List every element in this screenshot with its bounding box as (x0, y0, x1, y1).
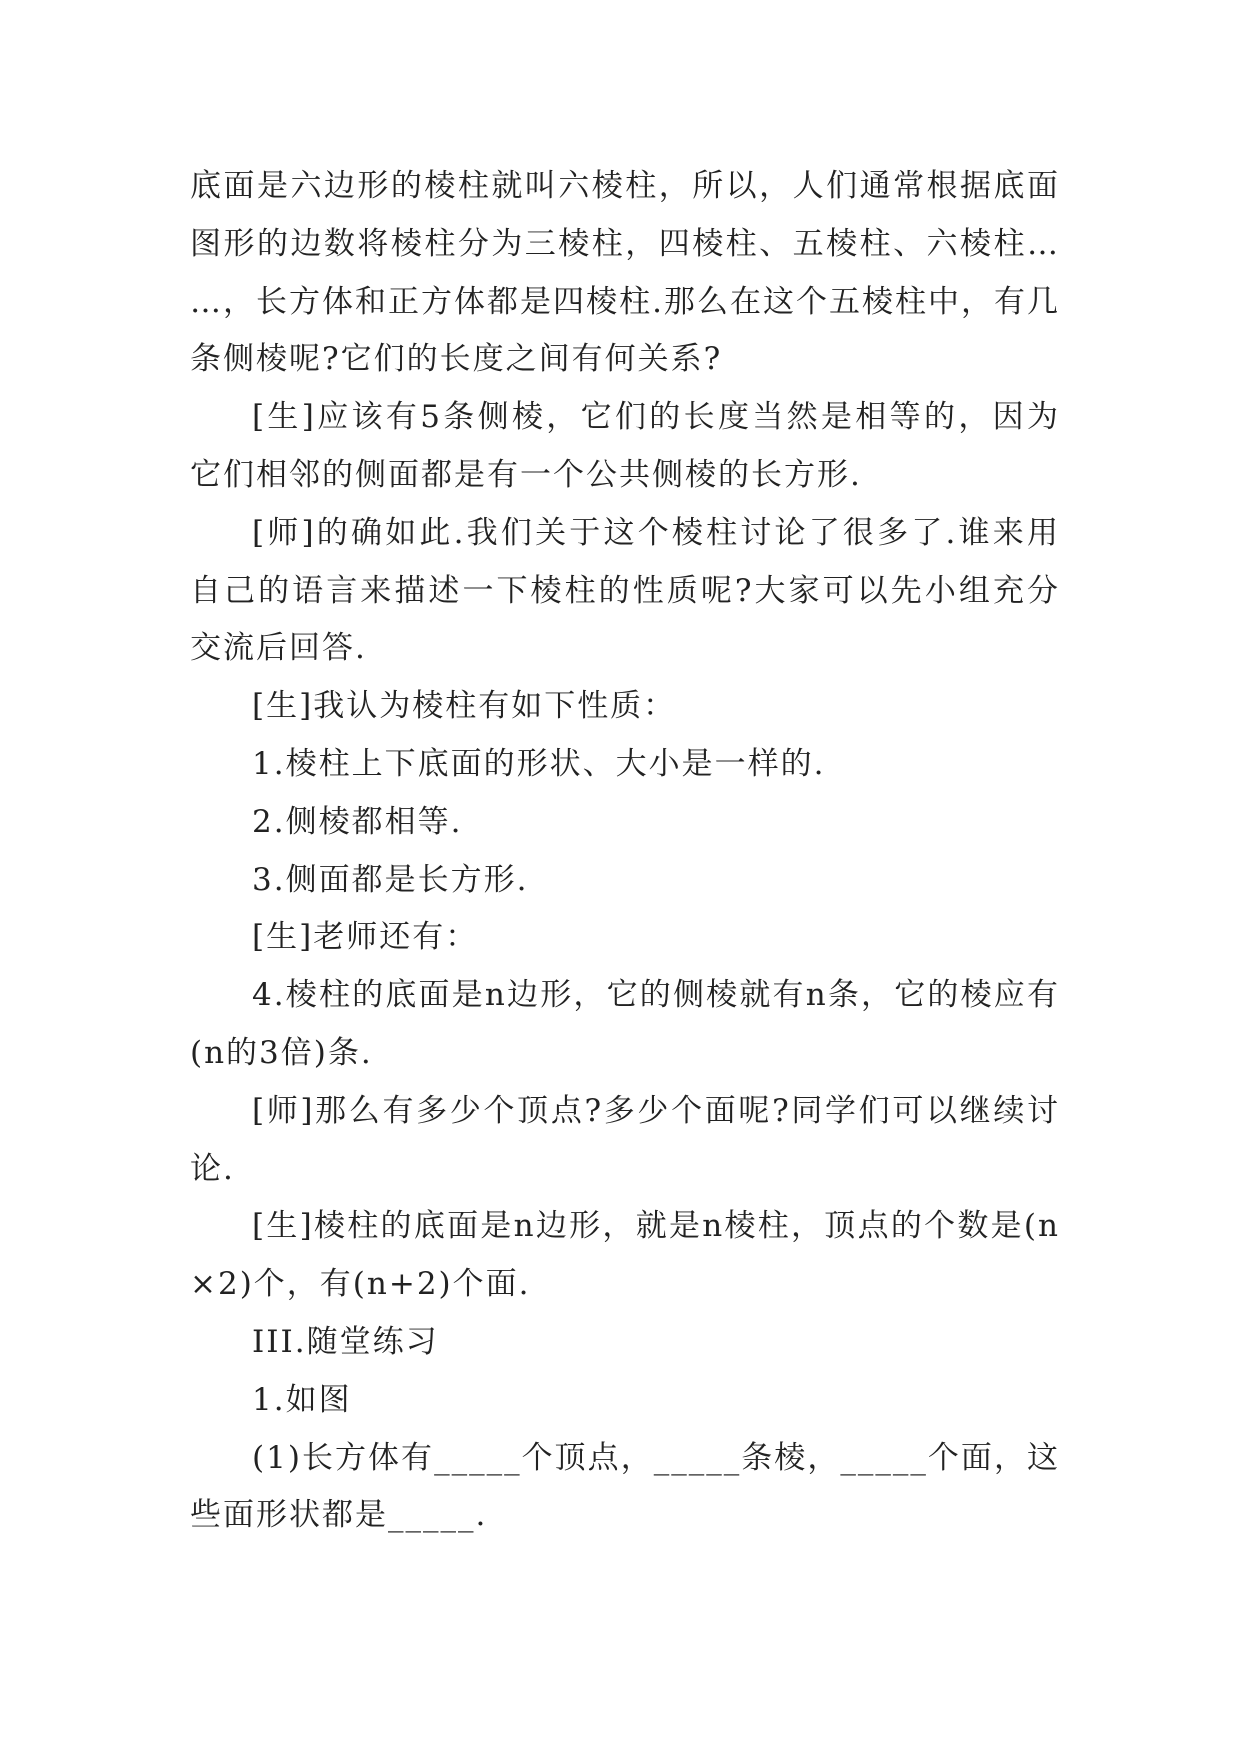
paragraph-student-vertices-faces: [生]棱柱的底面是n边形，就是n棱柱，顶点的个数是(n×2)个，有(n+2)个面. (190, 1208, 1060, 1303)
paragraph-teacher-prompt-properties: [师]的确如此.我们关于这个棱柱讨论了很多了.谁来用自己的语言来描述一下棱柱的性质呢?大家可以先小组充分交流后回答. (190, 514, 1060, 667)
exercise-1-question-1: (1)长方体有_____个顶点，_____条棱，_____个面，这些面形状都是_____. (190, 1439, 1060, 1534)
list-item-property-2: 2.侧棱都相等. (252, 803, 463, 840)
paragraph-student-answer-lateral-edges: [生]应该有5条侧棱，它们的长度当然是相等的，因为它们相邻的侧面都是有一个公共侧棱的长方形. (190, 399, 1060, 493)
exercise-1-heading: 1.如图 (252, 1381, 352, 1418)
list-item-property-1: 1.棱柱上下底面的形状、大小是一样的. (252, 745, 826, 782)
paragraph-prism-classification: 底面是六边形的棱柱就叫六棱柱，所以，人们通常根据底面图形的边数将棱柱分为三棱柱，四棱柱、五棱柱、六棱柱……，长方体和正方体都是四棱柱.那么在这个五棱柱中，有几条侧棱呢?它们的长度之间有何关系? (190, 168, 1060, 378)
list-item-property-4: 4.棱柱的底面是n边形，它的侧棱就有n条，它的棱应有(n的3倍)条. (190, 977, 1060, 1071)
paragraph-student-more: [生]老师还有： (252, 919, 479, 956)
section-heading-practice: III.随堂练习 (252, 1323, 439, 1360)
document-body (190, 158, 1060, 1545)
paragraph-student-properties-intro: [生]我认为棱柱有如下性质： (252, 688, 677, 725)
paragraph-teacher-vertices-faces: [师]那么有多少个顶点?多少个面呢?同学们可以继续讨论. (190, 1092, 1060, 1187)
list-item-property-3: 3.侧面都是长方形. (252, 861, 529, 898)
